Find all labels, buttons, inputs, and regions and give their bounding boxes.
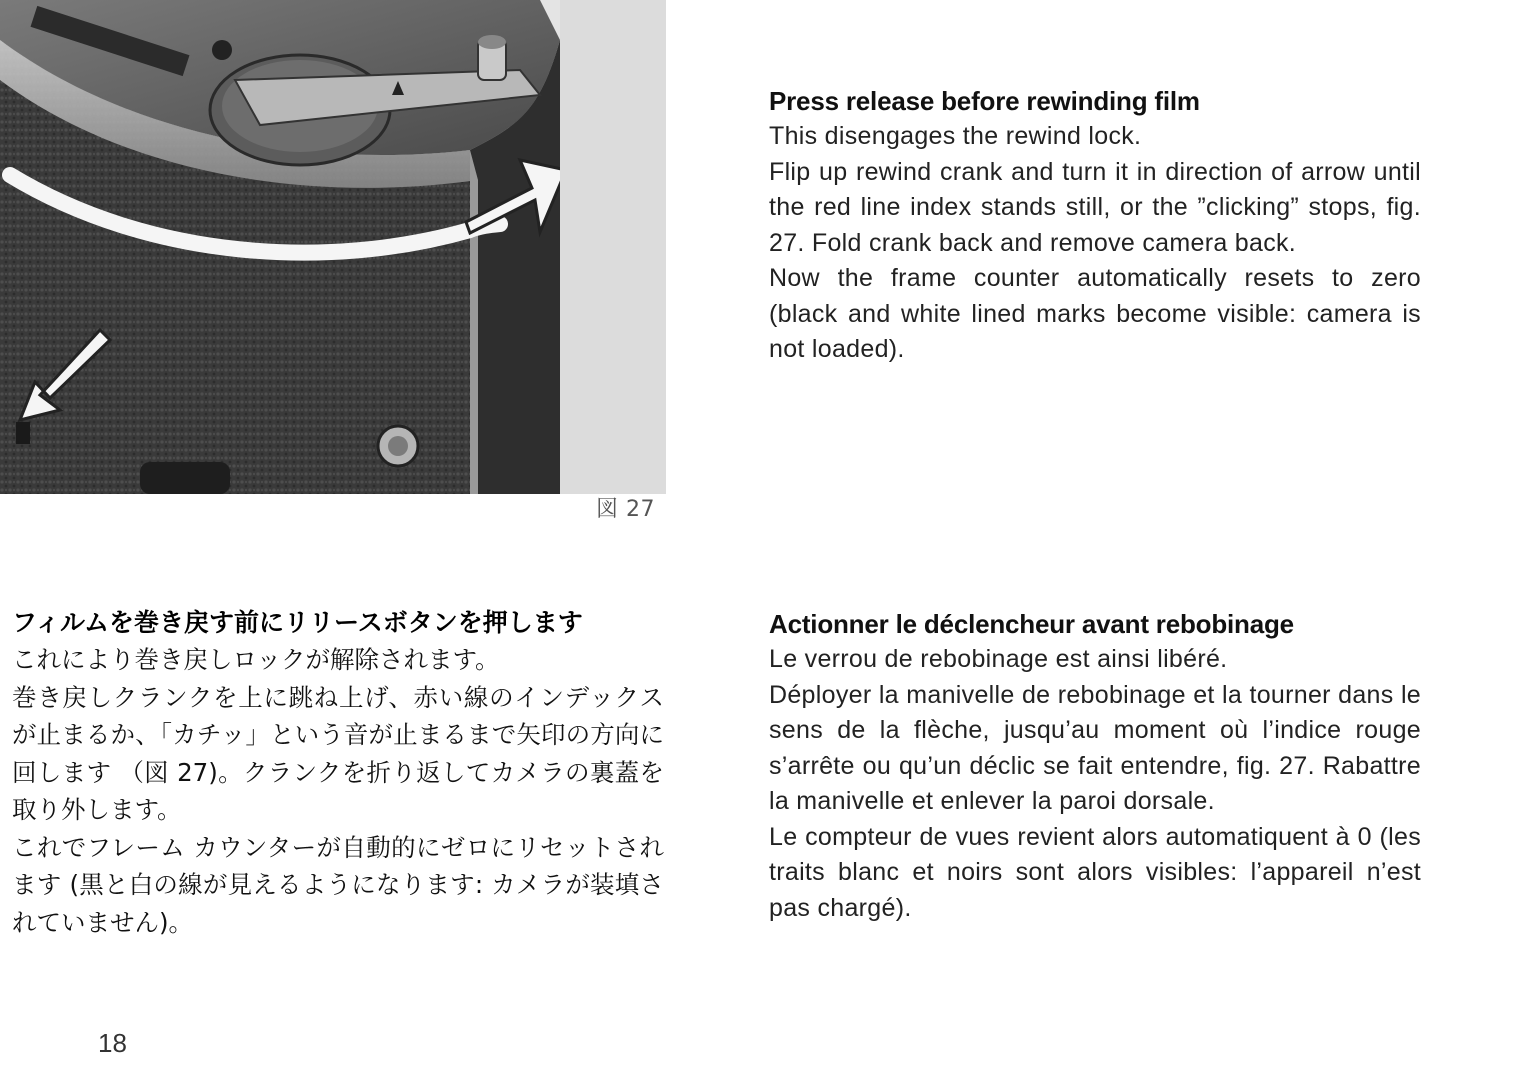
japanese-heading: フィルムを巻き戻す前にリリースボタンを押します (12, 608, 583, 637)
english-paragraph-1: This disengages the rewind lock. (769, 122, 1142, 150)
french-heading: Actionner le déclencheur avant rebobinage (769, 609, 1294, 639)
french-paragraph-1: Le verrou de rebobinage est ainsi libéré. (769, 645, 1228, 673)
english-section (769, 86, 1421, 368)
english-paragraph-3: Now the frame counter automatically resets to zero (black and white lined marks become visible: camera is not loaded). (769, 264, 1421, 363)
camera-illustration (0, 0, 666, 494)
english-paragraph-2: Flip up rewind crank and turn it in direction of arrow until the red line index stands still, or the ”clicking” stops, fig. 27. Fold crank back and remove camera back. (769, 157, 1421, 257)
figure-caption: 図 27 (596, 497, 655, 522)
page-number: 18 (98, 1028, 127, 1058)
japanese-paragraph-1: これにより巻き戻しロックが解除されます。 (12, 645, 500, 674)
english-heading: Press release before rewinding film (769, 86, 1200, 116)
japanese-paragraph-3: これでフレーム カウンターが自動的にゼロにリセットされます (黒と白の線が見えるようになります: カメラが装填されていません)。 (12, 832, 664, 937)
french-paragraph-3: Le compteur de vues revient alors automatiquent à 0 (les traits blanc et noirs sont alors visibles: l’appareil n’est pas chargé). (769, 822, 1421, 922)
japanese-paragraph-2: 巻き戻しクランクを上に跳ね上げ、赤い線のインデックスが止まるか、「カチッ」という音が止まるまで矢印の方向に回します （図 27)。クランクを折り返してカメラの裏蓋を取り外します。 (12, 682, 664, 824)
french-section (769, 609, 1421, 926)
french-paragraph-2: Déployer la manivelle de rebobinage et la tourner dans le sens de la flèche, jusqu’au moment où l’indice rouge s’arrête ou qu’un déclic se fait entendre, fig. 27. Rabattre la manivelle et enlever la paroi dorsale. (769, 680, 1421, 815)
japanese-section (12, 604, 664, 941)
